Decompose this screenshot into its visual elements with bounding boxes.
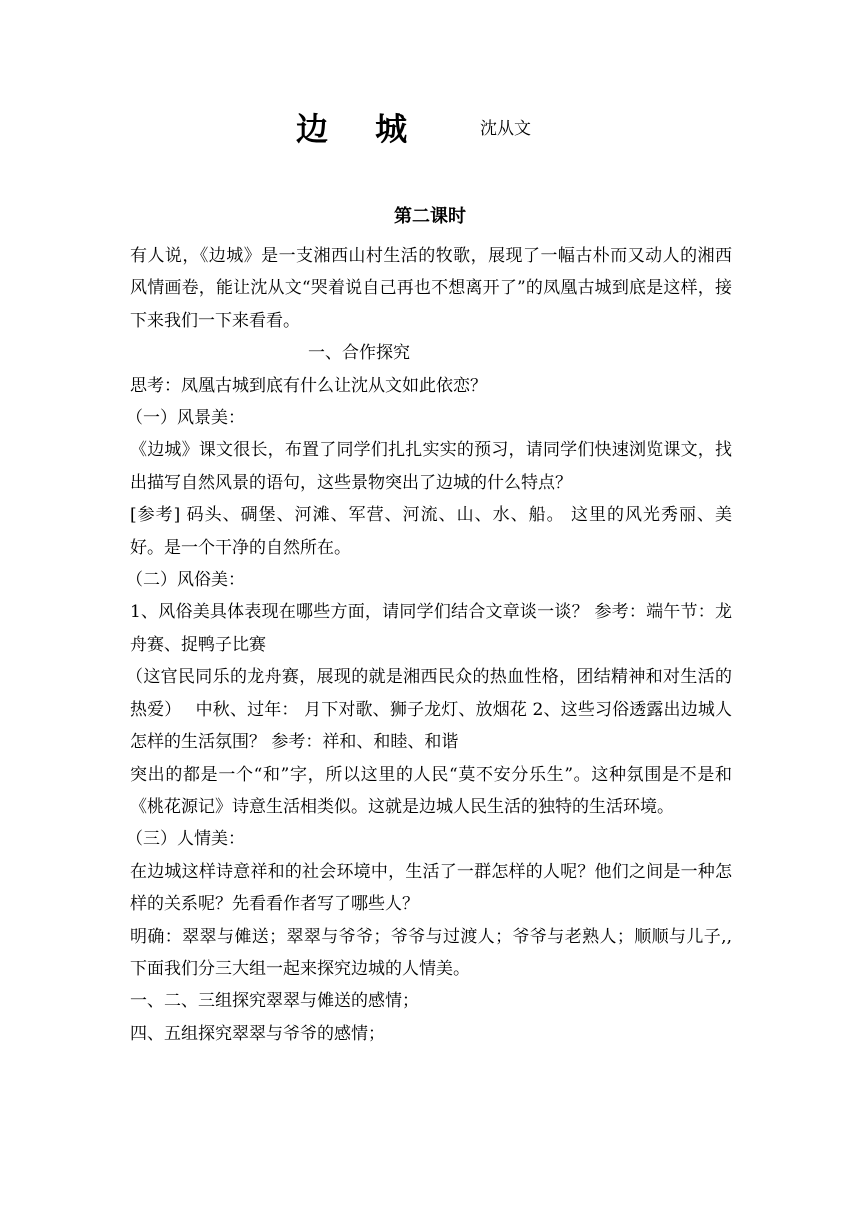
- customs-paragraph-2: （这官民同乐的龙舟赛，展现的就是湘西民众的热血性格，团结精神和对生活的热爱） 中秋、过年： 月下对歌、狮子龙灯、放烟花 2、这些习俗透露出边城人怎样的生活氛围？ 参考：祥和、和睦、和谐: [126, 667, 732, 753]
- group-task-2: 四、五组探究翠翠与爷爷的感情；: [130, 1023, 385, 1044]
- subsection-heading-customs: （二）风俗美：: [126, 570, 245, 591]
- subsection-heading-people: （三）人情美：: [126, 829, 245, 850]
- scenery-reference-paragraph: [参考] 码头、碉堡、河滩、军营、河流、山、水、船。 这里的风光秀丽、美好。是一个干净的自然所在。: [130, 505, 732, 558]
- scenery-paragraph: 《边城》课文很长，布置了同学们扎扎实实的预习，请同学们快速浏览课文，找出描写自然风景的语句，这些景物突出了边城的什么特点？: [130, 440, 732, 493]
- question-paragraph: 思考：凤凰古城到底有什么让沈从文如此依恋？: [130, 375, 487, 396]
- title-row: [0, 104, 860, 154]
- intro-paragraph: 有人说，《边城》是一支湘西山村生活的牧歌，展现了一幅古朴而又动人的湘西风情画卷，能让沈从文“哭着说自己再也不想离开了”的凤凰古城到底是这样，接下来我们一下来看看。: [130, 246, 732, 331]
- group-task-1: 一、二、三组探究翠翠与傩送的感情；: [130, 991, 419, 1012]
- author-name: 沈从文: [480, 119, 531, 139]
- lesson-subtitle: 第二课时: [394, 206, 466, 227]
- subsection-heading-scenery: （一）风景美：: [126, 408, 245, 429]
- document-title: 边 城: [296, 110, 426, 148]
- body-text: [126, 240, 732, 1050]
- people-paragraph-2: 明确：翠翠与傩送；翠翠与爷爷；爷爷与过渡人；爷爷与老熟人；顺顺与儿子,,下面我们分三大组一起来探究边城的人情美。: [130, 926, 732, 979]
- people-paragraph-1: 在边城这样诗意祥和的社会环境中，生活了一群怎样的人呢？他们之间是一种怎样的关系呢？先看看作者写了哪些人？: [130, 861, 732, 915]
- section-heading: 一、合作探究: [308, 343, 410, 364]
- customs-paragraph-3: 突出的都是一个“和”字，所以这里的人民“莫不安分乐生”。这种氛围是不是和《桃花源记》诗意生活相类似。这就是边城人民生活的独特的生活环境。: [130, 764, 732, 817]
- customs-paragraph-1: 1、风俗美具体表现在哪些方面，请同学们结合文章谈一谈？ 参考：端午节：龙舟赛、捉鸭子比赛: [130, 602, 732, 655]
